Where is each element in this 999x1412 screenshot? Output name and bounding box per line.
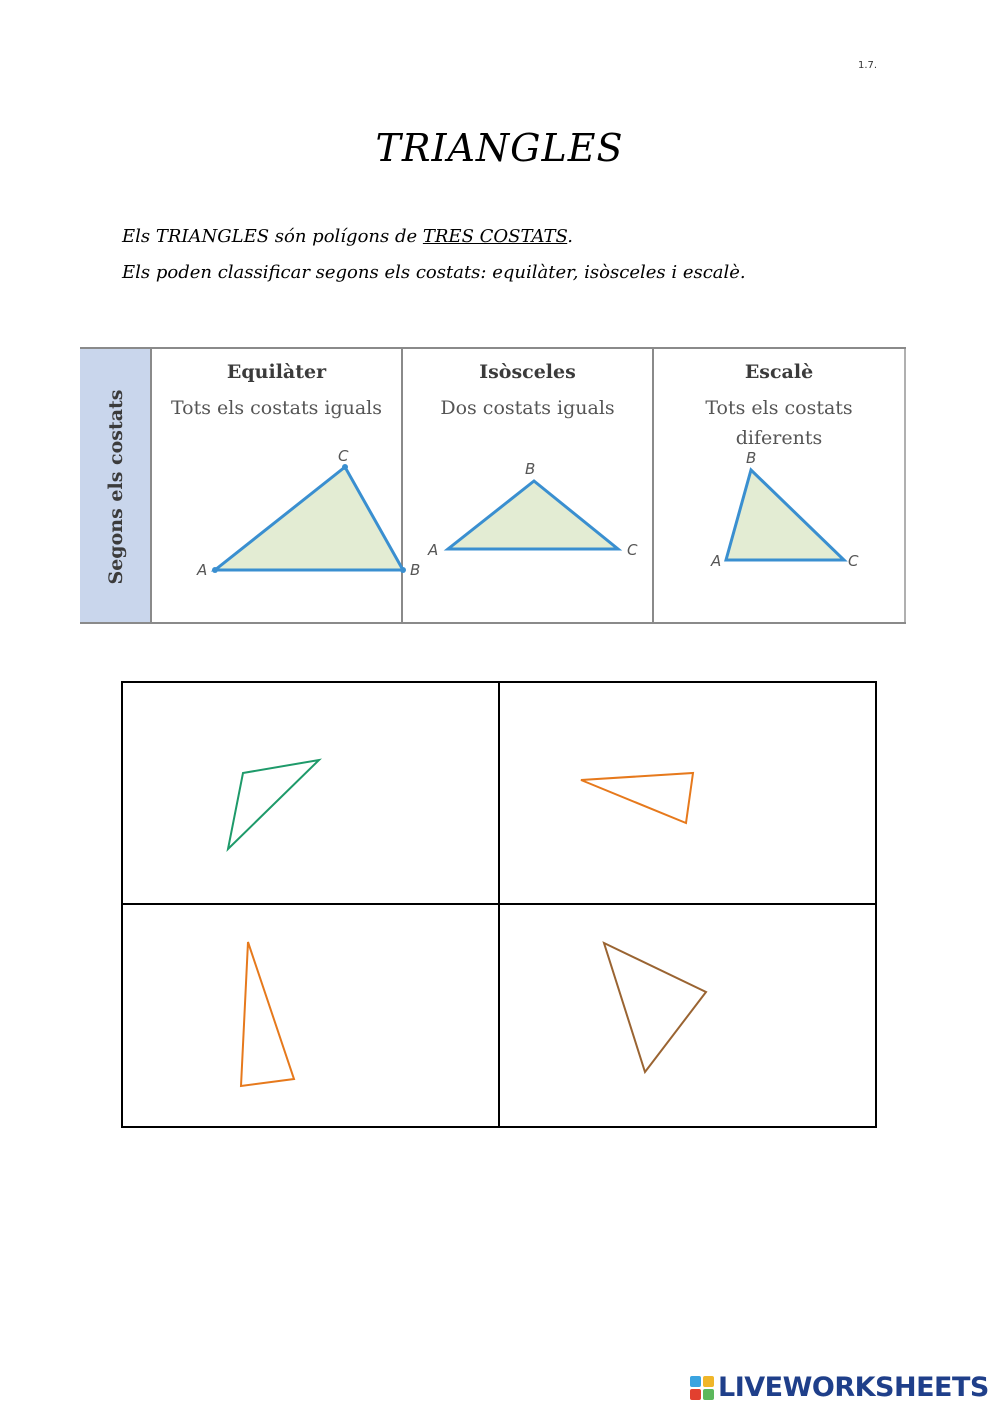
- exercise-figure-3: [123, 905, 498, 1124]
- exercise-box-3[interactable]: [123, 905, 500, 1126]
- exercise-figure-4: [500, 905, 873, 1124]
- vertex-label-c: C: [848, 552, 859, 570]
- vertex-label-a: A: [428, 541, 439, 559]
- column-title: Escalè: [744, 361, 814, 383]
- liveworksheets-icon: [690, 1376, 714, 1400]
- intro-line-1-prefix: Els TRIANGLES són polígons de: [122, 226, 423, 247]
- isosceles-figure: [403, 349, 654, 626]
- isosceles-triangle: [448, 481, 618, 549]
- vertex-label-a: A: [197, 561, 208, 579]
- scalene-triangle: [726, 470, 844, 560]
- equilateral-triangle: [215, 467, 403, 570]
- intro-line-1: [122, 226, 573, 247]
- exercise-figure-1: [123, 683, 498, 903]
- exercise-triangle-3: [241, 942, 294, 1086]
- column-scalene: [654, 349, 906, 622]
- exercise-grid: [121, 681, 877, 1128]
- intro-line-1-suffix: .: [567, 226, 573, 247]
- exercise-box-2[interactable]: [500, 683, 875, 905]
- vertex-label-c: C: [627, 541, 638, 559]
- vertex-label-b: B: [525, 460, 536, 478]
- column-isosceles: [403, 349, 654, 622]
- side-band: [80, 349, 152, 622]
- side-label: Segons els costats: [105, 389, 127, 585]
- column-title: Isòsceles: [479, 361, 576, 383]
- column-description: Tots els costats diferents: [705, 397, 853, 449]
- exercise-triangle-2: [581, 773, 693, 823]
- exercise-box-4[interactable]: [500, 905, 875, 1126]
- column-title: Equilàter: [226, 361, 327, 383]
- exercise-triangle-1: [228, 760, 319, 849]
- equilateral-figure: [152, 349, 421, 626]
- exercise-box-1[interactable]: [123, 683, 500, 905]
- vertex-label-a: A: [711, 552, 722, 570]
- column-equilateral: [152, 349, 421, 622]
- exercise-figure-2: [500, 683, 873, 903]
- intro-line-2: Els poden classificar segons els costats: equilàter, isòsceles i escalè.: [122, 262, 746, 283]
- exercise-triangle-4: [604, 943, 706, 1072]
- page-title: TRIANGLES: [375, 126, 624, 170]
- page-number: 1.7.: [858, 60, 878, 71]
- classification-table: [80, 347, 906, 624]
- scalene-figure: [654, 349, 906, 626]
- intro-emphasis: TRES COSTATS: [422, 226, 568, 247]
- brand-name: LIVEWORKSHEETS: [718, 1372, 989, 1403]
- column-description: Dos costats iguals: [440, 397, 615, 419]
- vertex-label-b: B: [410, 561, 421, 579]
- vertex-label-c: C: [338, 447, 349, 465]
- vertex-label-b: B: [746, 449, 757, 467]
- column-description: Tots els costats iguals: [170, 397, 383, 419]
- vertex-a-dot: [212, 567, 218, 573]
